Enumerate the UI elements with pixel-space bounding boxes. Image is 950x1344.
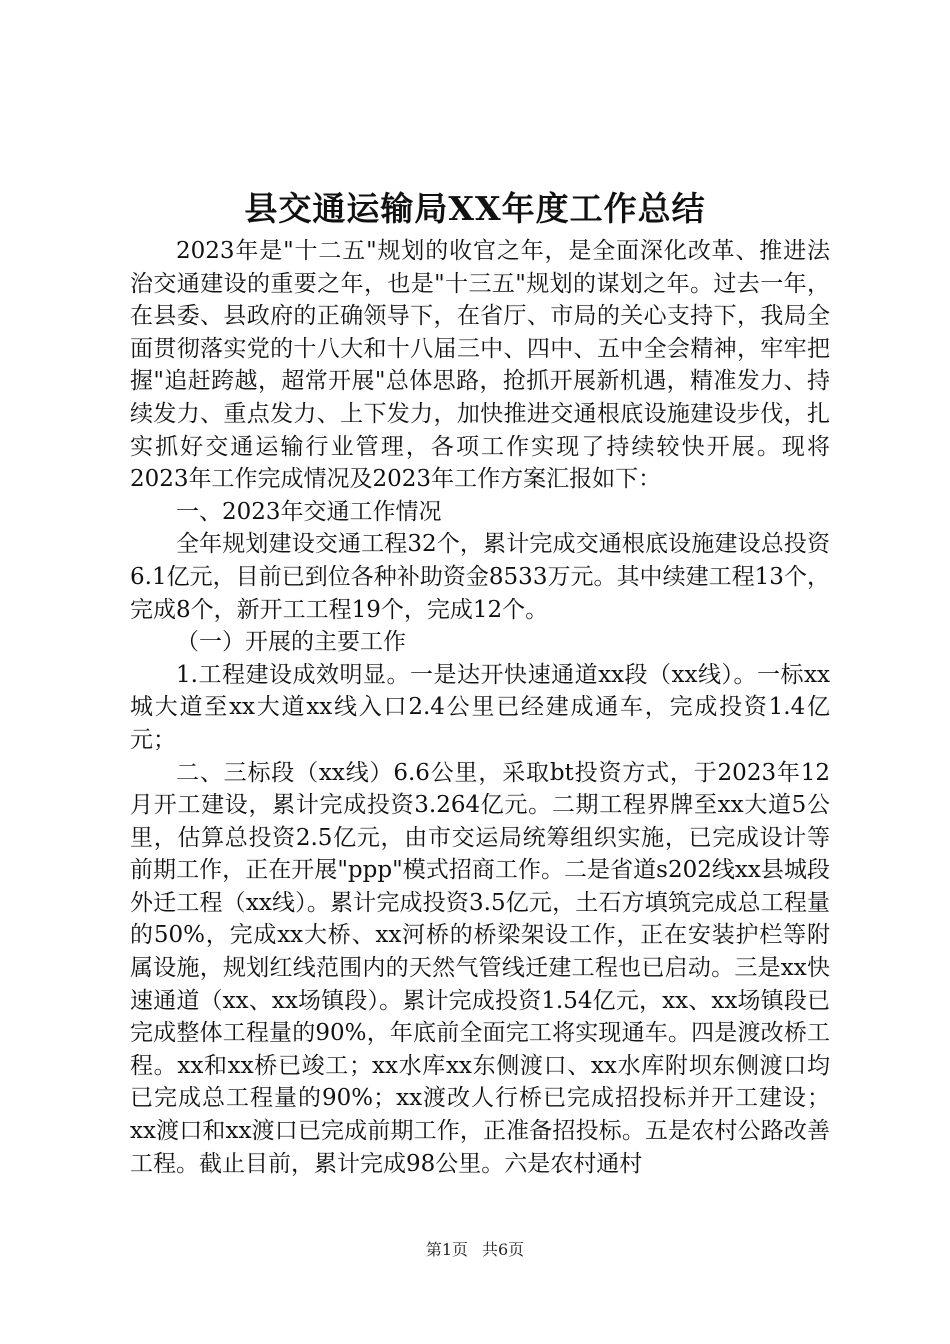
- paragraph-summary: 全年规划建设交通工程32个，累计完成交通根底设施建设总投资6.1亿元，目前已到位各种补助资金8533万元。其中续建工程13个，完成8个，新开工工程19个，完成12个。: [130, 531, 830, 623]
- paragraph-intro: 2023年是"十二五"规划的收官之年，是全面深化改革、推进法治交通建设的重要之年，也是"十三五"规划的谋划之年。过去一年，在县委、县政府的正确领导下，在省厅、市局的关心支持下，我局全面贯彻落实党的十八大和十八届三中、四中、五中全会精神，牢牢把握"追赶跨越，超常开展"总体思路，抢抓开展新机遇，精准发力、持续发力、重点发力、上下发力，加快推进交通根底设施建设步伐，扎实抓好交通运输行业管理，各项工作实现了持续较快开展。现将2023年工作完成情况及2023年工作方案汇报如下：: [130, 238, 830, 493]
- paragraph-item-1: 1.工程建设成效明显。一是达开快速通道xx段（xx线）。一标xx城大道至xx大道xx线入口2.4公里已经建成通车，完成投资1.4亿元；: [130, 661, 830, 753]
- page-number: 第1页: [425, 1240, 468, 1259]
- page-total: 共6页: [482, 1240, 525, 1259]
- page-footer: [0, 1240, 950, 1260]
- subsection-heading-1: （一）开展的主要工作: [176, 629, 406, 656]
- document-title: 县交通运输局XX年度工作总结: [244, 189, 706, 228]
- paragraph-item-1-continued: 二、三标段（xx线）6.6公里，采取bt投资方式，于2023年12月开工建设，累计完成投资3.264亿元。二期工程界牌至xx大道5公里，估算总投资2.5亿元，由市交运局统筹组织实施，已完成设计等前期工作，正在开展"ppp"模式招商工作。二是省道s202线xx县城段外迁工程（xx线）。累计完成投资3.5亿元，土石方填筑完成总工程量的50%，完成xx大桥、xx河桥的桥梁架设工作，正在安装护栏等附属设施，规划红线范围内的天然气管线迁建工程也已启动。三是xx快速通道（xx、xx场镇段）。累计完成投资1.54亿元，xx、xx场镇段已完成整体工程量的90%，年底前全面完工将实现通车。四是渡改桥工程。xx和xx桥已竣工；xx水库xx东侧渡口、xx水库附坝东侧渡口均已完成总工程量的90%；xx渡改人行桥已完成招投标并开工建设；xx渡口和xx渡口已完成前期工作，正准备招投标。五是农村公路改善工程。截止目前，累计完成98公里。六是农村通村: [130, 759, 830, 1177]
- section-heading-1: 一、2023年交通工作情况: [176, 498, 442, 525]
- document-body: [130, 235, 830, 1180]
